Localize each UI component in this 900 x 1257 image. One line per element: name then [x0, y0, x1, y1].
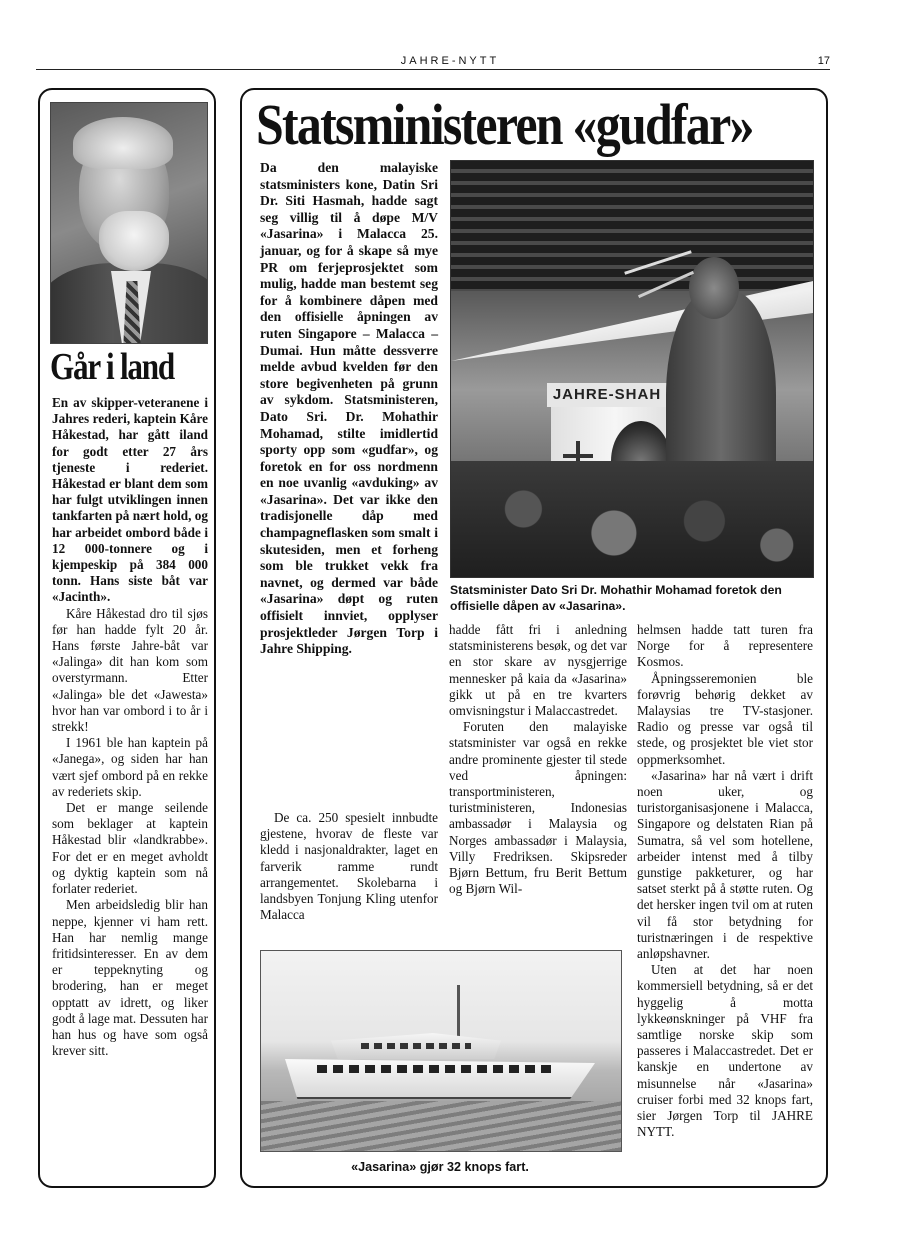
sidebar-paragraph: Men arbeidsledig blir han neppe, kjenner vi ham rett. Han har nemlig mange fritidsinteresser. En av dem er teppeknyting og brodering, han er meget opptatt av idrett, og liker godt å lage mat. Dessuten har han hus og have som også krever sitt. — [52, 897, 209, 1059]
column-paragraph: «Jasarina» har nå vært i drift noen uker, og turistorganisasjonene i Malacca, Singapore og delstaten Rian på Sumatra, så vel som hotellene, arbeider intenst med å tilby gunstige pakketurer, og har satset sterkt på å støtte ruten. Og det hersker ingen tvil om at ruten vil få stor betydning for turistnæringen i de respektive anløpshavner. — [637, 767, 813, 962]
magazine-title: JAHRE-NYTT — [400, 55, 500, 67]
intro-paragraph: Da den malayiske statsministers kone, Datin Sri Dr. Siti Hasmah, hadde sagt seg villig til å døpe M/V «Jasarina» i Malacca 25. januar, og for å skape så mye PR om ferjeprosjektet som mulig, hadde man bestemt seg for å kombinere dåpen med den offisielle åpningen av ruten Singapore – Malacca – Dumai. Hun måtte dessverre melde avbud kvelden før den store begivenheten på grunn av sykdom. Statsministeren, Dato Sri. Dr. Mohathir Mohamad, stilte imidlertid sporty opp som «gudfar», og foretok en for oss nordmenn en noe uvanlig «avduking» av «Jasarina». Det var ikke den tradisjonelle dåp med champagneflasken som smalt i skutesiden, men et forheng som ble trukket vekk fra navnet, og dermed var både «Jasarina» døpt og ruten offisielt innviet, opplyser prosjektleder Jørgen Torp i Jahre Shipping. — [260, 160, 438, 657]
column-paragraph: helmsen hadde tatt turen fra Norge for å representere Kosmos. — [637, 622, 813, 670]
sidebar-paragraph: Kåre Håkestad dro til sjøs før han hadde fylt 20 år. Hans første Jahre-båt var «Jalinga» dit han kom som overstyrmann. Etter «Jalinga» ble det «Jawesta» hvor han var ombord i to år i strekk! — [52, 605, 208, 735]
header-divider — [36, 69, 830, 70]
main-heading: Statsministeren «gudfar» — [256, 92, 753, 157]
photo-banner-text: JAHRE-SHAH — [547, 383, 667, 407]
ferry-photo — [260, 950, 622, 1152]
column-paragraph: Foruten den malayiske statsminister var også en rekke andre prominente gjester til stede ved åpningen: transportministeren, turistministeren, Indonesias ambassadør i Malaysia og Norges ambassadør i Malaysia, Villy Fredriksen. Skipsreder Bjørn Bettum, fru Berit Bettum og Bjørn Wil- — [449, 719, 627, 897]
sidebar-lead: En av skipper-veteranene i Jahres rederi, kaptein Kåre Håkestad, har gått iland for godt etter 27 års tjeneste i rederiet. Håkestad er blant dem som har fulgt utviklingen innen tankfarten på nært hold, og har arbeidet ombord både i 12 000-tonnere og i kjempeskip på 384 000 tonn. Hans siste båt var «Jacinth». — [52, 395, 208, 605]
column-c — [637, 622, 813, 1141]
sidebar-body — [52, 395, 208, 1059]
ceremony-photo — [450, 160, 814, 578]
column-b — [449, 622, 627, 897]
main-article — [240, 88, 828, 1188]
portrait-photo — [50, 102, 208, 344]
sidebar-article — [38, 88, 216, 1188]
column-paragraph: Åpningsseremonien ble forøvrig behørig dekket av Malaysias tre TV-stasjoner. Radio og presse var også til stede, og prosjektet ble viet stor oppmerksomhet. — [637, 670, 813, 767]
sidebar-heading: Går i land — [50, 346, 174, 388]
column-paragraph: hadde fått fri i anledning statsministerens besøk, og det var en stor skare av nysgjerrige mennesker på kaia da «Jasarina» gikk ut på en tre kvarters omvisningstur i Malaccastredet. — [449, 622, 627, 719]
ferry-photo-caption: «Jasarina» gjør 32 knops fart. — [351, 1160, 529, 1174]
page-number: 17 — [817, 55, 830, 67]
column-paragraph: Uten at det har noen kommersiell betydning, så er det hyggelig å motta lykkeønskninger på VHF fra samtlige norske skip som passeres i Malaccastredet. Det er kanskje en undertone av misunnelse når «Jasarina» cruiser forbi med 32 knops fart, sier Jørgen Torp til JAHRE NYTT. — [637, 962, 813, 1140]
sidebar-paragraph: I 1961 ble han kaptein på «Janega», og siden har han vært sjef ombord på en rekke av rederiets skip. — [52, 735, 208, 799]
column-a — [260, 810, 438, 923]
sidebar-paragraph: Det er mange seilende som beklager at kaptein Håkestad blir «landkrabbe». For det er en meget avholdt og dyktig kaptein som nå forlater rederiet. — [52, 800, 208, 897]
main-intro — [260, 160, 438, 658]
ceremony-photo-caption: Statsminister Dato Sri Dr. Mohathir Mohamad foretok den offisielle dåpen av «Jasarina». — [450, 583, 782, 613]
column-paragraph: De ca. 250 spesielt innbudte gjestene, hvorav de fleste var kledd i nasjonaldrakter, laget en farverik ramme rundt arrangementet. Skolebarna i landsbyen Tonjung Kling utenfor Malacca — [260, 810, 438, 923]
